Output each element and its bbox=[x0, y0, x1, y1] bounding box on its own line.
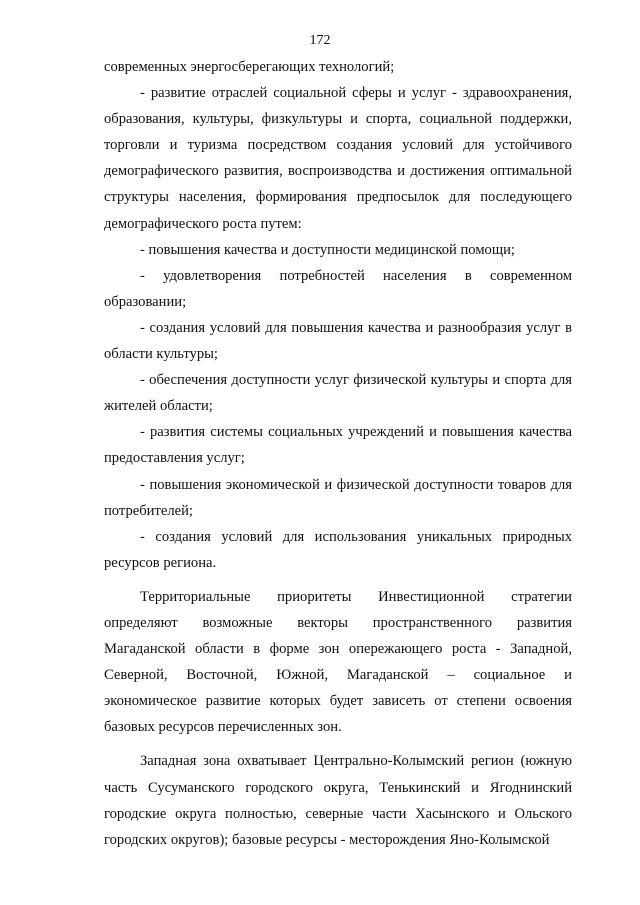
list-item: - удовлетворения потребностей населения в современном образовании; bbox=[104, 267, 572, 310]
list-item: - повышения качества и доступности медицинской помощи; bbox=[140, 241, 515, 258]
list-item: - создания условий для использования уникальных природных ресурсов региона. bbox=[104, 528, 572, 571]
list-item: - повышения экономической и физической доступности товаров для потребителей; bbox=[104, 476, 572, 519]
paragraph: - развитие отраслей социальной сферы и услуг - здравоохранения, образования, культуры, физкультуры и спорта, социальной поддержки, торговли и туризма посредством создания условий для устойчивого демографического развития, воспроизводства и достижения оптимальной структуры населения, формирования предпосылок для последующего демографического роста путем: bbox=[104, 85, 572, 232]
paragraph: Западная зона охватывает Центрально-Колымский регион (южную часть Сусуманского городского округа, Тенькинский и Ягоднинский городские округа полностью, северные части Хасынского и Ольского городских округов); базовые ресурсы - месторождения Яно-Колымской bbox=[104, 753, 572, 848]
list-item: - развития системы социальных учреждений и повышения качества предоставления услуг; bbox=[104, 424, 572, 467]
page-number: 172 bbox=[309, 33, 331, 48]
paragraph: современных энергосберегающих технологий; bbox=[104, 59, 395, 75]
body-text bbox=[104, 54, 572, 853]
paragraph: Территориальные приоритеты Инвестиционной стратегии определяют возможные векторы пространственного развития Магаданской области в форме зон опережающего роста - Западной, Северной, Восточной, Южной, Магаданской – социальное и экономическое развитие которых будет зависеть от степени освоения базовых ресурсов перечисленных зон. bbox=[104, 588, 572, 736]
list-item: - обеспечения доступности услуг физической культуры и спорта для жителей области; bbox=[104, 372, 572, 415]
list-item: - создания условий для повышения качества и разнообразия услуг в области культуры; bbox=[104, 319, 572, 363]
